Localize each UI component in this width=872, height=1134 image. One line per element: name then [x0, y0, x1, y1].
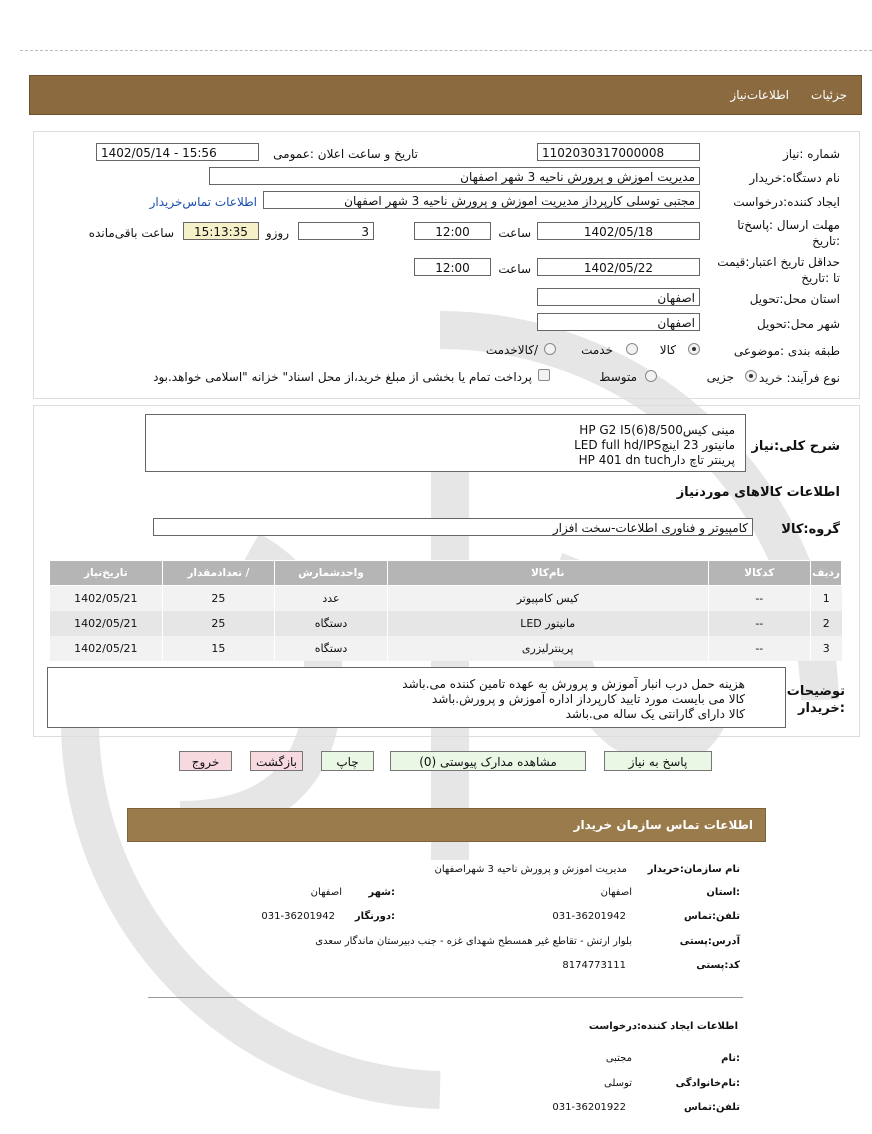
- cell-qty: 25: [162, 586, 275, 612]
- view-attachments-button[interactable]: مشاهده مدارک پیوستی (0): [390, 751, 586, 771]
- creator-family-value: توسلی: [604, 1078, 632, 1089]
- summary-label: شرح کلی:نیاز: [751, 439, 840, 454]
- buyer-notes-label: توضیحات: [786, 684, 845, 699]
- cell-code: --: [708, 611, 810, 636]
- cell-unit: عدد: [275, 586, 388, 612]
- note-line: کالا می بایست مورد تایید کارپرداز اداره آموزش و پرورش.باشد: [431, 692, 745, 706]
- process-partial-radio[interactable]: [745, 370, 757, 382]
- cell-date: 1402/05/21: [50, 586, 163, 612]
- category-both-label: /کالاخدمت: [485, 343, 538, 357]
- buyer-notes-box: [47, 667, 786, 728]
- contact-org-value: مدیریت اموزش و پرورش ناحیه 3 شهراصفهان: [434, 864, 627, 875]
- process-partial-label: جزیی: [706, 370, 734, 384]
- cell-row: 1: [811, 586, 842, 612]
- category-goods-radio[interactable]: [688, 343, 700, 355]
- contact-city-value: اصفهان: [310, 887, 342, 898]
- col-name: نام‌کالا: [387, 561, 708, 586]
- contact-fax-value: 031-36201942: [261, 911, 335, 922]
- top-divider: [20, 50, 872, 51]
- need-number-field: 1102030317000008: [537, 143, 700, 161]
- process-medium-radio[interactable]: [645, 370, 657, 382]
- category-goods-label: کالا: [659, 343, 676, 357]
- col-qty: / تعدادمقدار: [162, 561, 275, 586]
- table-header-row: [50, 561, 842, 586]
- creator-phone-value: 031-36201922: [552, 1102, 626, 1113]
- print-button[interactable]: چاپ: [321, 751, 374, 771]
- remaining-time-label: ساعت باقی‌مانده: [88, 226, 174, 240]
- cell-date: 1402/05/21: [50, 611, 163, 636]
- cell-name: مانیتور LED: [387, 611, 708, 636]
- summary-line: مانیتور 23 اینچLED full hd/IPS: [574, 438, 735, 452]
- cell-date: 1402/05/21: [50, 636, 163, 661]
- contact-phone-label: تلفن:تماس: [683, 911, 740, 922]
- cell-qty: 15: [162, 636, 275, 661]
- cell-row: 2: [811, 611, 842, 636]
- creator-label: ایجاد کننده:درخواست: [733, 195, 840, 209]
- creator-field: مجتبی توسلی کارپرداز مدیریت اموزش و پرورش ناحیه 3 شهر اصفهان: [263, 191, 700, 209]
- contact-address-value: بلوار ارتش - تقاطع غیر همسطح شهدای غزه - جنب دبیرستان ماندگار سعدی: [315, 936, 632, 947]
- announce-field: 1402/05/14 - 15:56: [96, 143, 259, 161]
- reply-button[interactable]: پاسخ به نیاز: [604, 751, 712, 771]
- validity-label: حداقل تاریخ اعتبار:قیمت: [717, 255, 840, 269]
- process-label: نوع فرآیند: خرید: [759, 371, 840, 385]
- validity-label-2: تا :تاریخ: [801, 271, 840, 285]
- cell-name: پرینترلیزری: [387, 636, 708, 661]
- buyer-field: مدیریت اموزش و پرورش ناحیه 3 شهر اصفهان: [209, 167, 700, 185]
- province-field: اصفهان: [537, 288, 700, 306]
- contact-divider: [148, 997, 743, 998]
- buyer-contact-link[interactable]: اطلاعات تماس‌خریدار: [149, 195, 257, 209]
- summary-line: مینی کیسHP G2 I5(6)8/500: [579, 423, 735, 437]
- cell-unit: دستگاه: [275, 611, 388, 636]
- col-date: تاریخ‌نیاز: [50, 561, 163, 586]
- col-row: ردیف: [811, 561, 842, 586]
- deadline-time-label: ساعت: [498, 226, 531, 240]
- table-row[interactable]: [50, 586, 842, 612]
- contact-section-header: [127, 808, 766, 842]
- category-service-label: خدمت: [581, 343, 613, 357]
- goods-group-field: کامپیوتر و فناوری اطلاعات-سخت افزار: [153, 518, 753, 536]
- contact-section-title: اطلاعات تماس سازمان خریدار: [573, 818, 753, 832]
- buyer-label: نام دستگاه:خریدار: [749, 171, 840, 185]
- contact-fax-label: :دورنگار: [354, 911, 395, 922]
- goods-title: اطلاعات کالاهای موردنیاز: [676, 485, 840, 500]
- note-line: هزینه حمل درب انبار آموزش و پرورش به عهده تامین کننده می.باشد: [402, 677, 745, 691]
- tab-need-info[interactable]: اطلاعات‌نیاز: [730, 88, 789, 102]
- contact-province-value: اصفهان: [600, 887, 632, 898]
- creator-name-label: :نام: [721, 1053, 740, 1064]
- city-field: اصفهان: [537, 313, 700, 331]
- back-button[interactable]: بازگشت: [250, 751, 303, 771]
- deadline-label-2: :تاریخ: [812, 234, 840, 248]
- cell-qty: 25: [162, 611, 275, 636]
- cell-unit: دستگاه: [275, 636, 388, 661]
- treasury-payment-checkbox[interactable]: [538, 369, 550, 381]
- cell-code: --: [708, 636, 810, 661]
- cell-code: --: [708, 586, 810, 612]
- cell-row: 3: [811, 636, 842, 661]
- province-label: استان محل:تحویل: [749, 292, 840, 306]
- days-field: 3: [298, 222, 374, 240]
- table-row[interactable]: [50, 611, 842, 636]
- contact-phone-value: 031-36201942: [552, 911, 626, 922]
- contact-postal-label: کد:پستی: [696, 960, 740, 971]
- creator-section-title: اطلاعات ایجاد کننده:درخواست: [588, 1021, 738, 1032]
- creator-name-value: مجتبی: [605, 1053, 632, 1064]
- header-bar: [29, 75, 862, 115]
- tab-details[interactable]: جزئیات: [811, 88, 847, 102]
- treasury-payment-label: پرداخت تمام یا بخشی از مبلغ خرید،از محل اسناد" خزانه "اسلامی خواهد.بود: [153, 370, 532, 384]
- table-row[interactable]: [50, 636, 842, 661]
- col-code: کدکالا: [708, 561, 810, 586]
- contact-postal-value: 8174773111: [562, 960, 626, 971]
- summary-line: پرینتر تاچ دارHP 401 dn tuch: [578, 453, 735, 467]
- cell-name: کیس کامپیوتر: [387, 586, 708, 612]
- exit-button[interactable]: خروج: [179, 751, 232, 771]
- note-line: کالا دارای گارانتی یک ساله می.باشد: [565, 707, 745, 721]
- contact-address-label: آدرس:پستی: [679, 936, 740, 947]
- process-medium-label: متوسط: [599, 370, 637, 384]
- deadline-date-field: 1402/05/18: [537, 222, 700, 240]
- col-unit: واحدشمارش: [275, 561, 388, 586]
- validity-date-field: 1402/05/22: [537, 258, 700, 276]
- category-both-radio[interactable]: [544, 343, 556, 355]
- goods-table: [49, 560, 842, 661]
- city-label: شهر محل:تحویل: [756, 317, 840, 331]
- announce-label: تاریخ و ساعت اعلان :عمومی: [273, 147, 418, 161]
- creator-phone-label: تلفن:تماس: [683, 1102, 740, 1113]
- contact-city-label: :شهر: [368, 887, 395, 898]
- goods-group-label: گروه:کالا: [781, 522, 840, 537]
- deadline-time-field: 12:00: [414, 222, 491, 240]
- category-service-radio[interactable]: [626, 343, 638, 355]
- contact-province-label: :استان: [706, 887, 740, 898]
- summary-box: [145, 414, 746, 472]
- contact-org-label: نام سازمان:خریدار: [647, 864, 740, 875]
- validity-time-label: ساعت: [498, 262, 531, 276]
- validity-time-field: 12:00: [414, 258, 491, 276]
- need-number-label: شماره :نیاز: [783, 147, 840, 161]
- creator-family-label: :نام‌خانوادگی: [675, 1078, 740, 1089]
- days-label: روزو: [265, 226, 289, 240]
- category-label: طبقه بندی :موضوعی: [733, 344, 840, 358]
- buyer-notes-label-2: :خریدار: [798, 701, 845, 716]
- remaining-time-field: 15:13:35: [183, 222, 259, 240]
- deadline-label: مهلت ارسال :پاسخ‌تا: [737, 218, 840, 232]
